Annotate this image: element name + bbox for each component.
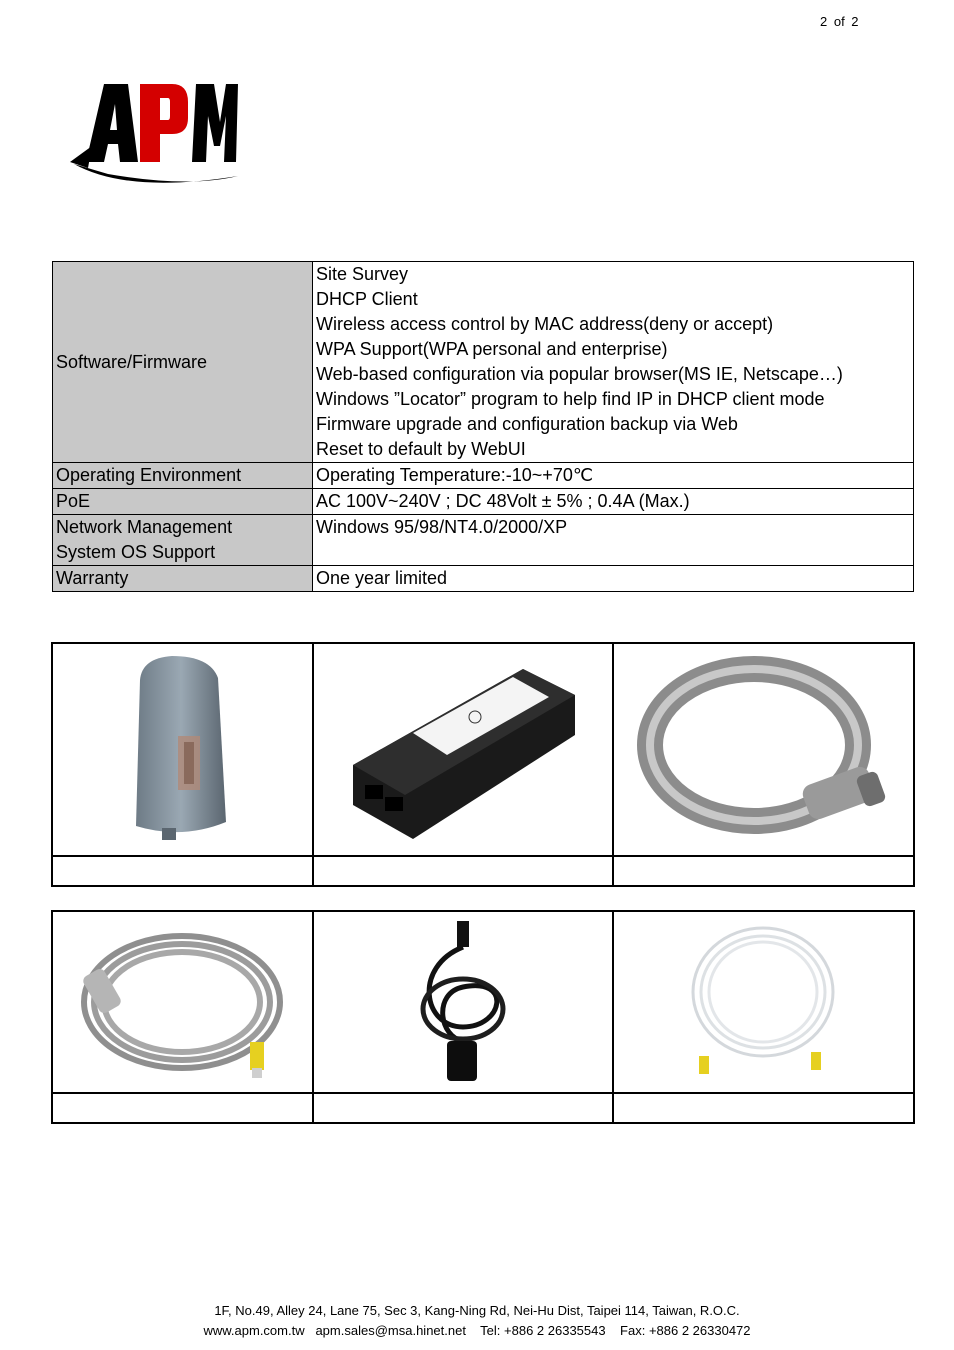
footer-website[interactable]: www.apm.com.tw: [203, 1323, 305, 1338]
spec-label: PoE: [53, 489, 313, 515]
spec-label: [53, 515, 313, 566]
caption-cell: [52, 856, 313, 886]
spec-value: Windows 95/98/NT4.0/2000/XP: [313, 515, 914, 566]
page-number: 2 of 2: [820, 14, 859, 29]
spec-label-line: System OS Support: [56, 542, 216, 562]
spec-label: Warranty: [53, 566, 313, 592]
footer-email[interactable]: apm.sales@msa.hinet.net: [315, 1323, 466, 1338]
spec-label: Software/Firmware: [53, 262, 313, 463]
spec-label: Operating Environment: [53, 463, 313, 489]
poe-injector-image: [314, 655, 613, 845]
image-cell: [613, 643, 914, 856]
spec-row-poe: [53, 489, 914, 515]
spec-value-line: WPA Support(WPA personal and enterprise): [316, 339, 668, 359]
caption-cell: [613, 856, 914, 886]
footer-address: 1F, No.49, Alley 24, Lane 75, Sec 3, Kang-Ning Rd, Nei-Hu Dist, Taipei 114, Taiwan, R.O.C.: [214, 1303, 740, 1318]
apm-logo: [68, 76, 240, 192]
outdoor-cpe-unit-image: [53, 650, 312, 850]
spec-value: [313, 262, 914, 463]
spec-row-os-support: [53, 515, 914, 566]
image-cell: [52, 643, 313, 856]
spec-value-line: Wireless access control by MAC address(deny or accept): [316, 314, 774, 334]
spec-value-line: DHCP Client: [316, 289, 418, 309]
pole-mount-clamp-image: [614, 655, 913, 845]
spec-row-warranty: [53, 566, 914, 592]
image-cell: [613, 911, 914, 1093]
spec-value-line: Reset to default by WebUI: [316, 439, 526, 459]
footer-fax: Fax: +886 2 26330472: [620, 1323, 751, 1338]
ethernet-patch-cable-image: [614, 916, 913, 1088]
caption-cell: [52, 1093, 313, 1123]
footer-tel: Tel: +886 2 26335543: [480, 1323, 606, 1338]
caption-cell: [613, 1093, 914, 1123]
image-cell: [313, 643, 614, 856]
spec-row-software: [53, 262, 914, 463]
spec-label-line: Network Management: [56, 517, 233, 537]
caption-cell: [313, 1093, 614, 1123]
outdoor-ethernet-cable-image: [53, 916, 312, 1088]
spec-value-line: Windows ”Locator” program to help find IP in DHCP client mode: [316, 389, 825, 409]
power-cord-image: [314, 917, 613, 1087]
spec-value: One year limited: [313, 566, 914, 592]
caption-cell: [313, 856, 614, 886]
spec-value-line: Site Survey: [316, 264, 409, 284]
image-cell: [313, 911, 614, 1093]
spec-value-line: Web-based configuration via popular browser(MS IE, Netscape…): [316, 364, 843, 384]
image-cell: [52, 911, 313, 1093]
spec-table: [52, 261, 914, 592]
footer-contacts: [0, 1323, 954, 1338]
package-contents-table-1: [51, 642, 915, 887]
package-contents-table-2: [51, 910, 915, 1124]
spec-value: AC 100V~240V ; DC 48Volt ± 5% ; 0.4A (Max.): [313, 489, 914, 515]
spec-row-environment: [53, 463, 914, 489]
spec-value: Operating Temperature:-10~+70℃: [313, 463, 914, 489]
spec-value-line: Firmware upgrade and configuration backup via Web: [316, 414, 738, 434]
